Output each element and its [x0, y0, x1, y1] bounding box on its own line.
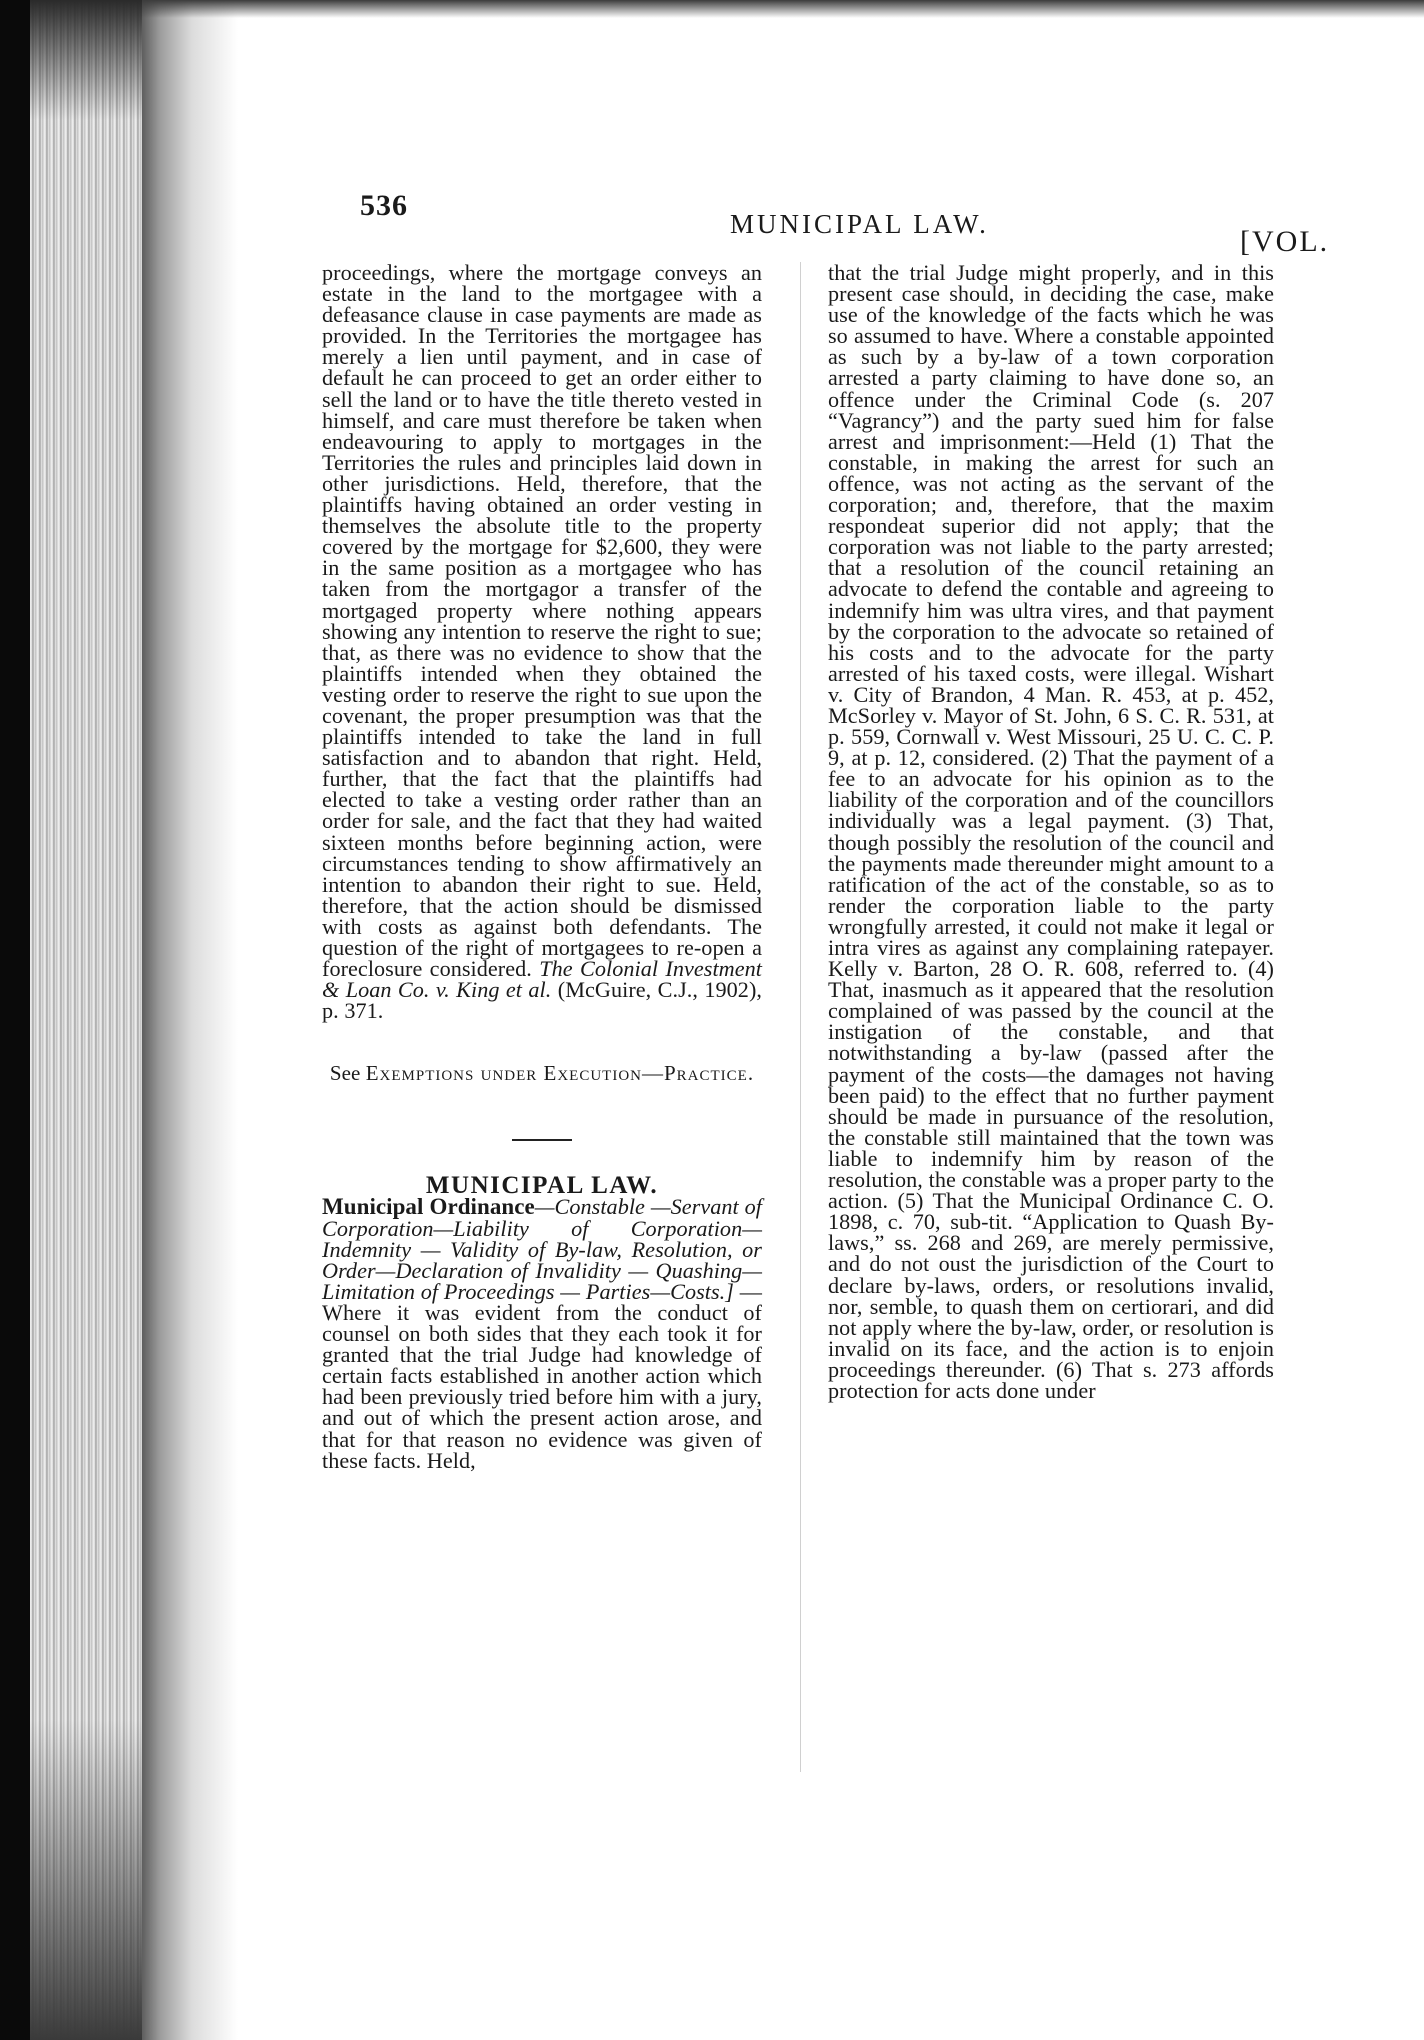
scan-border: [0, 0, 30, 2040]
see-reference-target: Exemptions under Execution—Practice.: [365, 1061, 755, 1086]
entry-lead: Municipal Ordinance: [322, 1194, 535, 1220]
right-column-text: that the trial Judge might properly, and in this present case should, in deciding the case, make use of the knowledge of the facts which he was so assumed to have. Where a constable appointed as such by a by-law of a town corporation arrested a party claiming to have done so, an offence under the Criminal Code (s. 207 “Vagrancy”) and the party sued him for false arrest and imprisonment:—Held (1) That the constable, in making the arrest for such an offence, was not acting as the servant of the corporation; and, therefore, that the maxim respondeat superior did not apply; that the corporation was not liable to the party arrested; that a resolution of the council retaining an advocate to defend the contable and agreeing to indemnify him was ultra vires, and that payment by the corporation to the advocate so retained of his costs and to the advocate for the party arrested of his taxed costs, were illegal. Wishart v. City of Brandon, 4 Man. R. 453, at p. 452, McSorley v. Mayor of St. John, 6 S. C. R. 531, at p. 559, Cornwall v. West Missouri, 25 U. C. C. P. 9, at p. 12, considered. (2) That the payment of a fee to an advocate for his opinion as to the liability of the corporation and of the councillors individually was a legal payment. (3) That, though possibly the resolution of the council and the payments made thereunder might amount to a ratification of the act of the constable, so as to render the corporation liable to the party wrongfully arrested, it could not make it legal or intra vires as against any complaining ratepayer. Kelly v. Barton, 28 O. R. 608, referred to. (4) That, inasmuch as it appeared that the resolution complained of was passed by the council at the instigation of the constable, and that notwithstanding a by-law (passed after the payment of the costs—the damages not having been paid) to the effect that no further payment should be made in pursuance of the resolution, the constable still maintained that the town was liable to indemnify him by reason of the resolution, the constable was a proper party to the action. (5) That the Municipal Ordinance C. O. 1898, c. 70, sub-tit. “Application to Quash By-laws,” ss. 268 and 269, are merely permissive, and do not oust the jurisdiction of the Court to declare by-laws, orders, or resolutions invalid, nor, semble, to quash them on certiorari, and did not apply where the by-law, order, or resolution is invalid on its face, and the action is to enjoin proceedings thereunder. (6) That s. 273 affords protection for acts done under: [828, 260, 1274, 1403]
running-title: MUNICIPAL LAW.: [730, 209, 989, 239]
entry-catchwords: —Constable —Servant of Corporation—Liability of Corporation—Indemnity — Validity of By-law, Resolution, or Order—Declaration of Invalidity — Quashing—Limitation of Proceedings — Parties—Costs.]: [322, 1194, 762, 1304]
right-column: [828, 262, 1274, 1401]
continuation-text: proceedings, where the mortgage conveys an estate in the land to the mortgagee with a defeasance clause in case payments are made as provided. In the Territories the mortgagee has merely a lien until payment, and in case of default he can proceed to get an order either to sell the land or to have the title thereto vested in himself, and care must therefore be taken when endeavouring to apply to mortgages in the Territories the rules and principles laid down in other jurisdictions. Held, therefore, that the plaintiffs having obtained an order vesting in themselves the absolute title to the property covered by the mortgage for $2,600, they were in the same position as a mortgagee who has taken from the mortgagor a transfer of the mortgaged property where nothing appears showing any intention to reserve the right to sue; that, as there was no evidence to show that the plaintiffs intended when they obtained the vesting order to reserve the right to sue upon the covenant, the proper presumption was that the plaintiffs intended to take the land in full satisfaction and to abandon that right. Held, further, that the fact that the plaintiffs had elected to take a vesting order rather than an order for sale, and the fact that they had waited sixteen months before beginning action, were circumstances tending to show affirmatively an intention to abandon their right to sue. Held, therefore, that the action should be dismissed with costs as against both defendants. The question of the right of mortgagees to re-open a foreclosure considered.: [322, 260, 762, 982]
digest-continuation: [322, 260, 762, 1024]
book-page-edges: [30, 0, 142, 2040]
edge-shadow-top: [30, 0, 142, 120]
section-heading: MUNICIPAL LAW.: [425, 1172, 659, 1200]
see-prefix: See: [329, 1061, 361, 1086]
page-gutter-shadow: [142, 0, 238, 2040]
volume-label: [VOL.: [1240, 225, 1330, 258]
running-header: [360, 185, 1330, 258]
digest-entry: [322, 1194, 762, 1473]
left-column: [322, 262, 762, 1471]
case-citation: The Colonial Investment & Loan Co. v. King et al.: [322, 956, 762, 1003]
page-top-shadow: [142, 0, 1424, 18]
column-rule: [800, 262, 801, 1772]
section-divider: [512, 1139, 572, 1141]
citation-details: (McGuire, C.J., 1902), p. 371.: [322, 977, 762, 1024]
edge-shadow-bottom: [30, 1720, 142, 2040]
entry-text: —Where it was evident from the conduct of counsel on both sides that they each took it for granted that the trial Judge had knowledge of certain facts established in another action which had been previously tried before him with a jury, and out of which the present action arose, and that for that reason no evidence was given of these facts. Held,: [322, 1278, 762, 1473]
cross-reference: [322, 1061, 762, 1085]
page-number: 536: [360, 189, 408, 222]
